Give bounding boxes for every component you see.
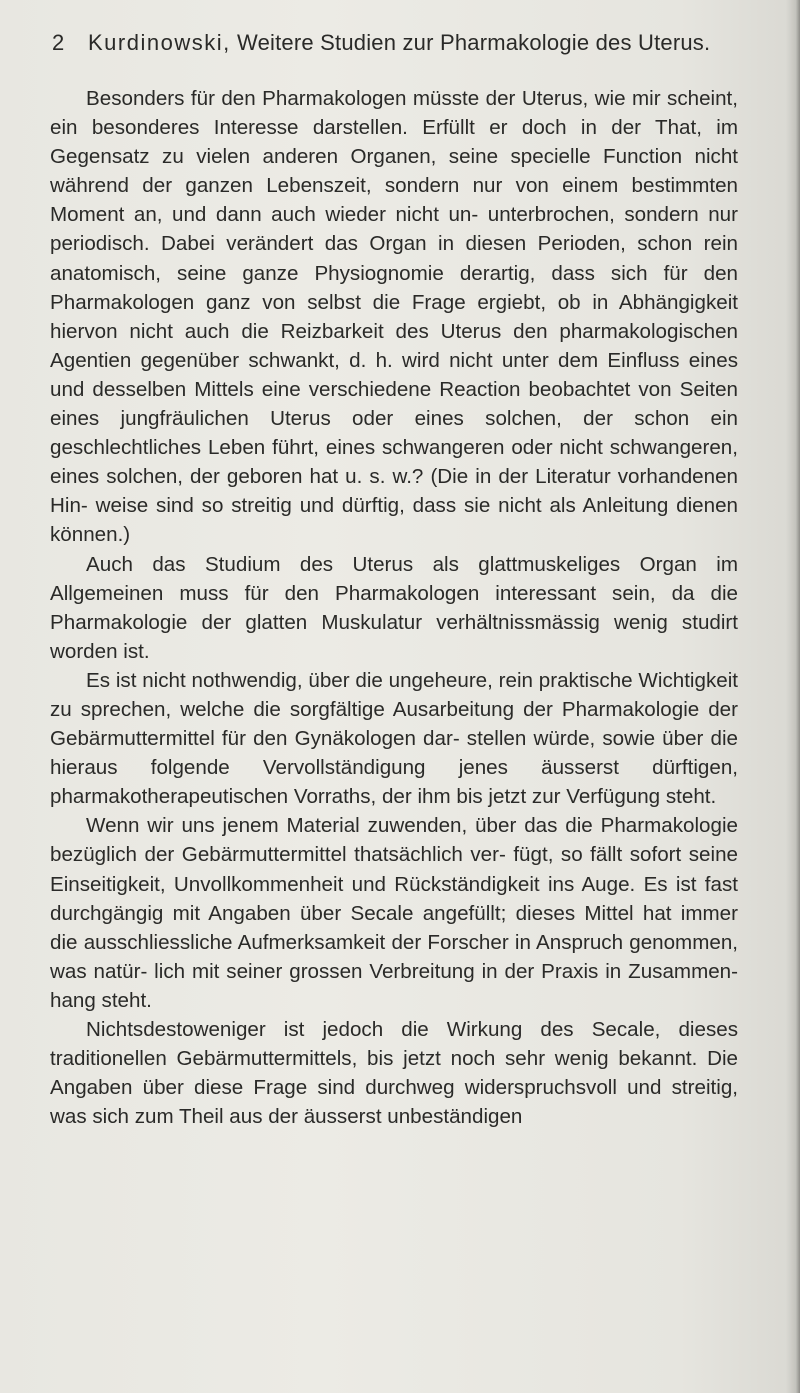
page-number: 2 bbox=[52, 30, 65, 55]
paragraph: Wenn wir uns jenem Material zuwenden, über das die Pharmakologie bezüglich der Gebärmuttermittel thatsächlich ver- fügt, so fällt sofort seine Einseitigkeit, Unvollkommenheit und Rückständigkeit ins Auge. Es ist fast durchgängig mit Angaben über Secale angefüllt; dieses Mittel hat immer die ausschliessliche Aufmerksamkeit der Forscher in Anspruch genommen, was natür- lich mit seiner grossen Verbreitung in der Praxis in Zusammen- hang steht. bbox=[50, 814, 738, 1012]
paragraph: Auch das Studium des Uterus als glattmuskeliges Organ im Allgemeinen muss für den Pharmakologen interessant sein, da die Pharmakologie der glatten Muskulatur verhältnissmässig wenig studirt worden ist. bbox=[50, 552, 738, 663]
running-head bbox=[88, 30, 710, 56]
page-header bbox=[52, 30, 792, 74]
paragraph: Besonders für den Pharmakologen müsste der Uterus, wie mir scheint, ein besonderes Interesse darstellen. Erfüllt er doch in der That, im Gegensatz zu vielen anderen Organen, seine specielle Function nicht während der ganzen Lebenszeit, sondern nur von einem bestimmten Moment an, und dann auch wieder nicht un- unterbrochen, sondern nur periodisch. Dabei verändert das Organ in diesen Perioden, schon rein anatomisch, seine ganze Physiognomie derartig, dass sich für den Pharmakologen ganz von selbst die Frage ergiebt, ob in Abhängigkeit hiervon nicht auch die Reizbarkeit des Uterus den pharmakologischen Agentien gegenüber schwankt, d. h. wird nicht unter dem Einfluss eines und desselben Mittels eine verschiedene Reaction beobachtet von Seiten eines jungfräulichen Uterus oder eines solchen, der schon ein geschlechtliches Leben führt, eines schwangeren oder nicht schwangeren, eines solchen, der geboren hat u. s. w.? (Die in der Literatur vorhandenen Hin- weise sind so streitig und dürftig, dass sie nicht als Anleitung dienen können.) bbox=[50, 87, 738, 547]
running-head-author: Kurdinowski, bbox=[88, 30, 231, 55]
body-text bbox=[50, 84, 738, 1131]
paragraph: Es ist nicht nothwendig, über die ungeheure, rein praktische Wichtigkeit zu sprechen, welche die sorgfältige Ausarbeitung der Pharmakologie der Gebärmuttermittel für den Gynäkologen dar- stellen würde, sowie über die hieraus folgende Vervollständigung jenes äusserst dürftigen, pharmakotherapeutischen Vorraths, der ihm bis jetzt zur Verfügung steht. bbox=[50, 668, 738, 809]
running-head-title: Weitere Studien zur Pharmakologie des Uterus. bbox=[237, 30, 711, 55]
page-edge-shadow bbox=[786, 0, 800, 1393]
paragraph: Nichtsdestoweniger ist jedoch die Wirkung des Secale, dieses traditionellen Gebärmuttermittels, bis jetzt noch sehr wenig bekannt. Die Angaben über diese Frage sind durchweg widerspruchsvoll und streitig, was sich zum Theil aus der äusserst unbeständigen bbox=[50, 1018, 738, 1129]
